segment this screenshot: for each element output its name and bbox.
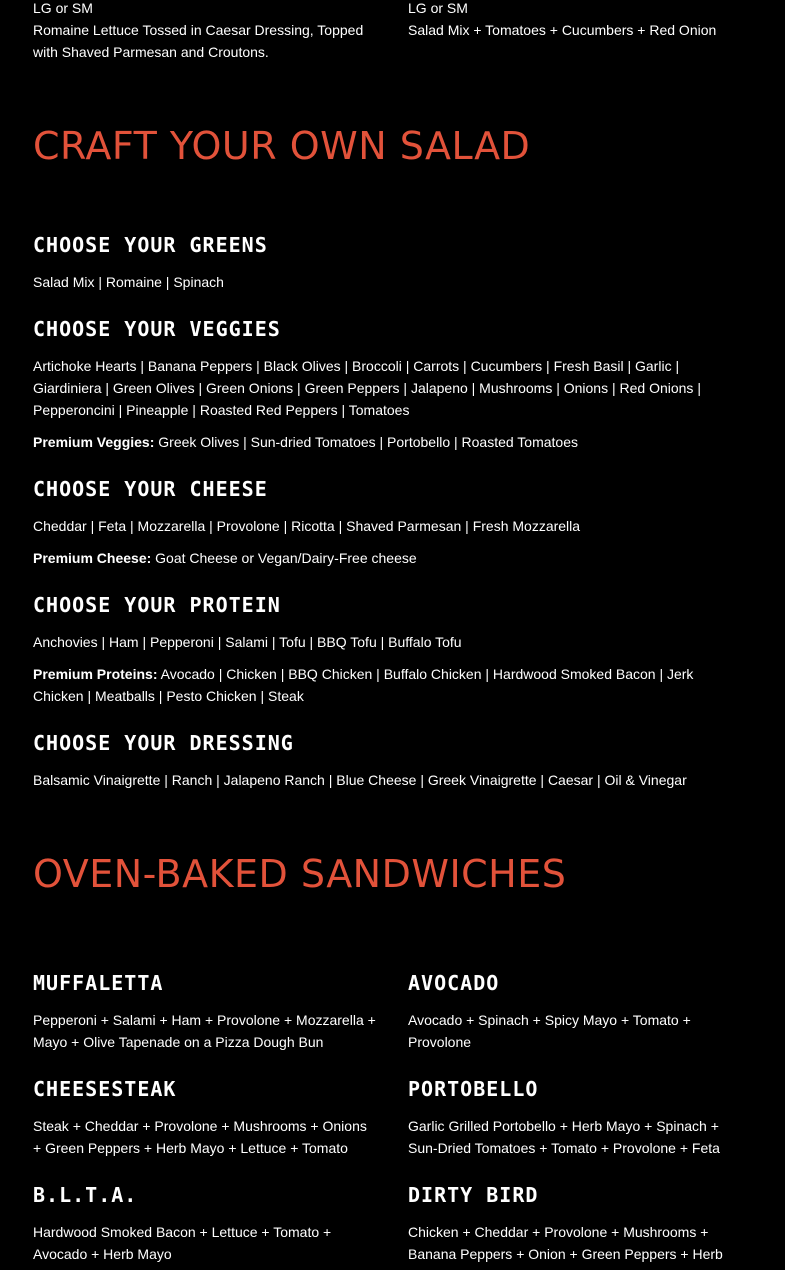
veggies-premium bbox=[33, 431, 723, 453]
sandwich-name: AVOCADO bbox=[408, 971, 500, 995]
craft-salad-title: CRAFT YOUR OWN SALAD bbox=[33, 124, 531, 168]
cheese-premium bbox=[33, 547, 723, 569]
protein-heading: CHOOSE YOUR PROTEIN bbox=[33, 593, 281, 617]
sandwich-name: PORTOBELLO bbox=[408, 1077, 539, 1101]
protein-premium bbox=[33, 663, 723, 707]
greens-heading: CHOOSE YOUR GREENS bbox=[33, 233, 268, 257]
sandwiches-title: OVEN-BAKED SANDWICHES bbox=[33, 852, 567, 896]
dressing-heading: CHOOSE YOUR DRESSING bbox=[33, 731, 294, 755]
veggies-heading: CHOOSE YOUR VEGGIES bbox=[33, 317, 281, 341]
veggies-options: Artichoke Hearts | Banana Peppers | Black Olives | Broccoli | Carrots | Cucumbers | Fresh Basil | Garlic | Giardiniera | Green Olives | Green Onions | Green Peppers | Jalapeno | Mushrooms | Onions | Red Onions | Pepperoncini | Pineapple | Roasted Red Peppers | Tomatoes bbox=[33, 358, 701, 418]
premium-protein-options: Avocado | Chicken | BBQ Chicken | Buffalo Chicken | Hardwood Smoked Bacon | Jerk Chicken | Meatballs | Pesto Chicken | Steak bbox=[33, 666, 694, 704]
protein-options: Anchovies | Ham | Pepperoni | Salami | Tofu | BBQ Tofu | Buffalo Tofu bbox=[33, 634, 462, 650]
sandwich-name: CHEESESTEAK bbox=[33, 1077, 177, 1101]
premium-protein-label: Premium Proteins: bbox=[33, 666, 158, 682]
greens-options: Salad Mix | Romaine | Spinach bbox=[33, 274, 224, 290]
premium-cheese-options: Goat Cheese or Vegan/Dairy-Free cheese bbox=[155, 550, 417, 566]
sandwich-desc: Avocado + Spinach + Spicy Mayo + Tomato + Provolone bbox=[408, 1012, 691, 1050]
salad-size-right: LG or SM bbox=[408, 0, 468, 16]
salad-desc-right: Salad Mix + Tomatoes + Cucumbers + Red Onion bbox=[408, 22, 717, 38]
premium-veggies-label: Premium Veggies: bbox=[33, 434, 155, 450]
premium-cheese-label: Premium Cheese: bbox=[33, 550, 152, 566]
sandwich-desc: Pepperoni + Salami + Ham + Provolone + Mozzarella + Mayo + Olive Tapenade on a Pizza Dough Bun bbox=[33, 1012, 376, 1050]
dressing-options: Balsamic Vinaigrette | Ranch | Jalapeno Ranch | Blue Cheese | Greek Vinaigrette | Caesar | Oil & Vinegar bbox=[33, 772, 687, 788]
sandwich-desc: Chicken + Cheddar + Provolone + Mushrooms + Banana Peppers + Onion + Green Peppers + Herb bbox=[408, 1224, 723, 1262]
cheese-heading: CHOOSE YOUR CHEESE bbox=[33, 477, 268, 501]
salad-size-left: LG or SM bbox=[33, 0, 93, 16]
salad-desc-left: Romaine Lettuce Tossed in Caesar Dressing, Topped with Shaved Parmesan and Croutons. bbox=[33, 22, 364, 60]
sandwich-name: B.L.T.A. bbox=[33, 1183, 138, 1207]
sandwich-name: DIRTY BIRD bbox=[408, 1183, 539, 1207]
sandwich-desc: Garlic Grilled Portobello + Herb Mayo + Spinach + Sun-Dried Tomatoes + Tomato + Provolone + Feta bbox=[408, 1118, 720, 1156]
premium-veggies-options: Greek Olives | Sun-dried Tomatoes | Portobello | Roasted Tomatoes bbox=[158, 434, 578, 450]
sandwich-name: MUFFALETTA bbox=[33, 971, 164, 995]
cheese-options: Cheddar | Feta | Mozzarella | Provolone | Ricotta | Shaved Parmesan | Fresh Mozzarella bbox=[33, 518, 581, 534]
sandwich-desc: Hardwood Smoked Bacon + Lettuce + Tomato + Avocado + Herb Mayo bbox=[33, 1224, 332, 1262]
sandwich-desc: Steak + Cheddar + Provolone + Mushrooms + Onions + Green Peppers + Herb Mayo + Lettuce + Tomato bbox=[33, 1118, 367, 1156]
